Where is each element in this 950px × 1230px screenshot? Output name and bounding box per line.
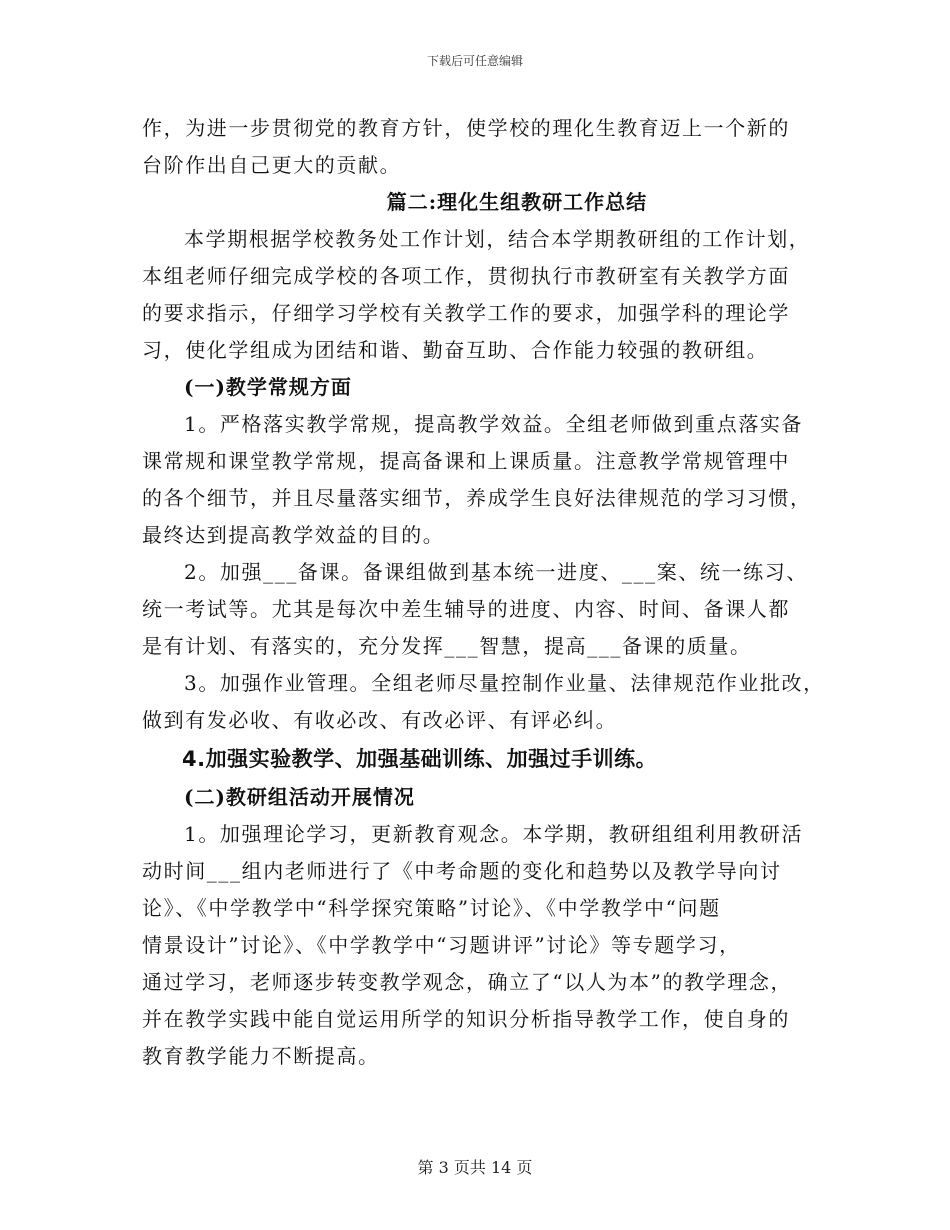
text-line: 习，使化学组成为团结和谐、勤奋互助、合作能力较强的教研组。 xyxy=(142,338,769,362)
page-header: 下载后可任意编辑 xyxy=(426,54,523,68)
section-title: 篇二:理化生组教研工作总结 xyxy=(386,190,648,214)
text-line: 是有计划、有落实的，充分发挥___智慧，提高___备课的质量。 xyxy=(142,634,752,658)
text-line: 的要求指示，仔细学习学校有关教学工作的要求，加强学科的理论学 xyxy=(142,301,790,325)
subheading-item-4: 4.加强实验教学、加强基础训练、加强过手训练。 xyxy=(182,747,658,771)
subheading-activities: (二)教研组活动开展情况 xyxy=(184,785,415,809)
paragraph-item-1 xyxy=(142,406,822,554)
paragraph-item-3 xyxy=(142,665,825,739)
paragraph-intro-summary xyxy=(142,221,822,369)
text-line: 情景设计”讨论》、《中学教学中“习题讲评”讨论》等专题学习， xyxy=(142,933,741,957)
text-line: 作，为进一步贯彻党的教育方针，使学校的理化生教育迈上一个新的 xyxy=(142,116,790,140)
text-line: 统一考试等。尤其是每次中差生辅导的进度、内容、时间、备课人都 xyxy=(142,597,790,621)
text-line: 的各个细节，并且尽量落实细节，养成学生良好法律规范的学习习惯， xyxy=(142,486,812,510)
paragraph-item-2 xyxy=(142,554,822,665)
text-line: 做到有发必收、有收必改、有改必评、有评必纠。 xyxy=(142,708,618,732)
text-line: 1。严格落实教学常规，提高教学效益。全组老师做到重点落实备 xyxy=(184,412,804,436)
text-line: 通过学习，老师逐步转变教学观念，确立了“以人为本”的教学理念， xyxy=(142,970,793,994)
text-line: 最终达到提高教学效益的目的。 xyxy=(142,523,445,547)
text-line: 课常规和课堂教学常规，提高备课和上课质量。注意教学常规管理中 xyxy=(142,449,790,473)
text-line: 2。加强___备课。备课组做到基本统一进度、___案、统一练习、 xyxy=(184,560,808,584)
paragraph-theory-study xyxy=(142,816,822,1075)
text-line: 并在教学实践中能自觉运用所学的知识分析指导教学工作，使自身的 xyxy=(142,1007,790,1031)
document-body xyxy=(142,110,825,1075)
text-line: 本组老师仔细完成学校的各项工作，贯彻执行市教研室有关教学方面 xyxy=(142,264,790,288)
text-line: 3。加强作业管理。全组老师尽量控制作业量、法律规范作业批改， xyxy=(184,671,825,695)
subheading-teaching-routine: (一)教学常规方面 xyxy=(184,375,352,399)
text-line: 本学期根据学校教务处工作计划，结合本学期教研组的工作计划， xyxy=(184,227,811,251)
text-line: 论》、《中学教学中“科学探究策略”讨论》、《中学教学中“问题 xyxy=(142,896,721,920)
text-line: 1。加强理论学习，更新教育观念。本学期，教研组组利用教研活 xyxy=(184,822,804,846)
page-footer: 第 3 页共 14 页 xyxy=(417,1158,533,1177)
intro-paragraph xyxy=(142,110,822,184)
text-line: 台阶作出自己更大的贡献。 xyxy=(142,153,402,177)
text-line: 动时间___组内老师进行了《中考命题的变化和趋势以及教学导向讨 xyxy=(142,859,782,883)
text-line: 教育教学能力不断提高。 xyxy=(142,1044,380,1068)
